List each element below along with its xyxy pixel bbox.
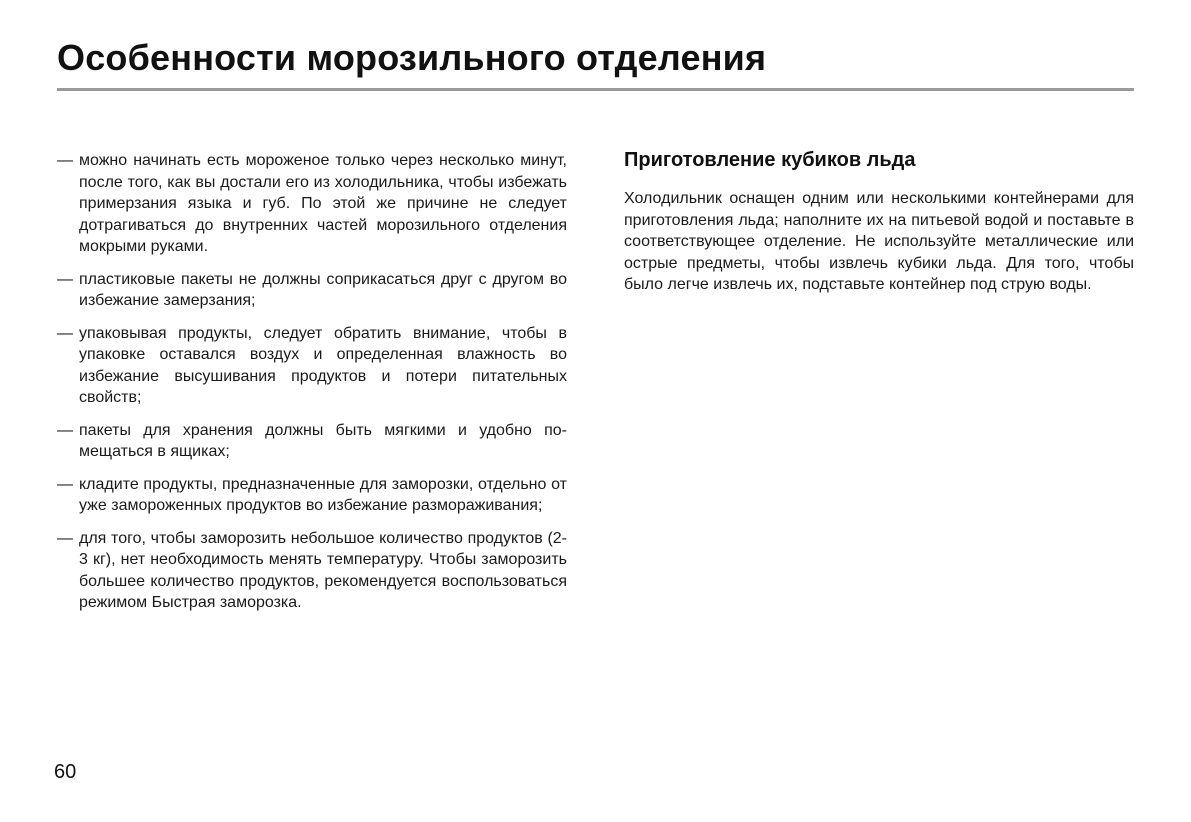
dash-marker: — bbox=[57, 152, 73, 169]
dash-marker: — bbox=[57, 529, 73, 547]
list-item bbox=[57, 474, 567, 517]
page-title: Особенности морозильного отделения bbox=[57, 37, 767, 78]
left-column bbox=[57, 150, 567, 625]
list-item bbox=[57, 420, 567, 463]
list-item-text: упаковывая продукты, следует обратить внимание, чтобы в упаковке оставался воздух и определенная влажность во избежание высушивания продуктов и потери питательных свойств; bbox=[79, 324, 567, 406]
dash-marker: — bbox=[57, 324, 73, 342]
section-heading: Приготовление кубиков льда bbox=[624, 149, 916, 171]
dash-marker: — bbox=[57, 475, 73, 493]
list-item bbox=[57, 269, 567, 312]
page-number: 60 bbox=[54, 761, 77, 783]
list-item-text: кладите продукты, предназначенные для заморозки, отдельно от уже замороженных продуктов во избежание размораживания; bbox=[79, 475, 567, 514]
list-item bbox=[57, 323, 567, 409]
section-body: Холодильник оснащен одним или несколькими контейнерами для приготовления льда; наполните их на питьевой водой и поставьте в соответствующее отделение. Не используйте металлические или острые предметы, чтобы извлечь кубики льда. Для того, чтобы было легче извлечь их, подставьте контейнер под струю воды. bbox=[624, 190, 1134, 293]
list-item-text: можно начинать есть мороженое только через несколько минут, после того, как вы достали его из холодильника, чтобы избежать примерзания языка и губ. По этой же причине не следует дотрагиваться до внутренних частей морозильного отделения мокрыми руками. bbox=[79, 152, 567, 255]
list-item-text: для того, чтобы заморозить небольшое количество продуктов (2-3 кг), нет необходимость менять температуру. Чтобы заморозить большее количество продуктов, рекомендуется воспользоваться режимом Быстрая заморозка. bbox=[79, 529, 567, 611]
list-item-text: пластиковые пакеты не должны соприкасаться друг с другом во избежание замерзания; bbox=[79, 270, 567, 309]
list-item bbox=[57, 150, 567, 258]
right-column bbox=[624, 146, 1134, 296]
dash-marker: — bbox=[57, 270, 73, 288]
dash-marker: — bbox=[57, 421, 73, 439]
list-item bbox=[57, 528, 567, 614]
bullet-list bbox=[57, 150, 567, 614]
title-divider bbox=[57, 88, 1134, 91]
list-item-text: пакеты для хранения должны быть мягкими и удобно помещаться в ящиках; bbox=[79, 421, 567, 460]
